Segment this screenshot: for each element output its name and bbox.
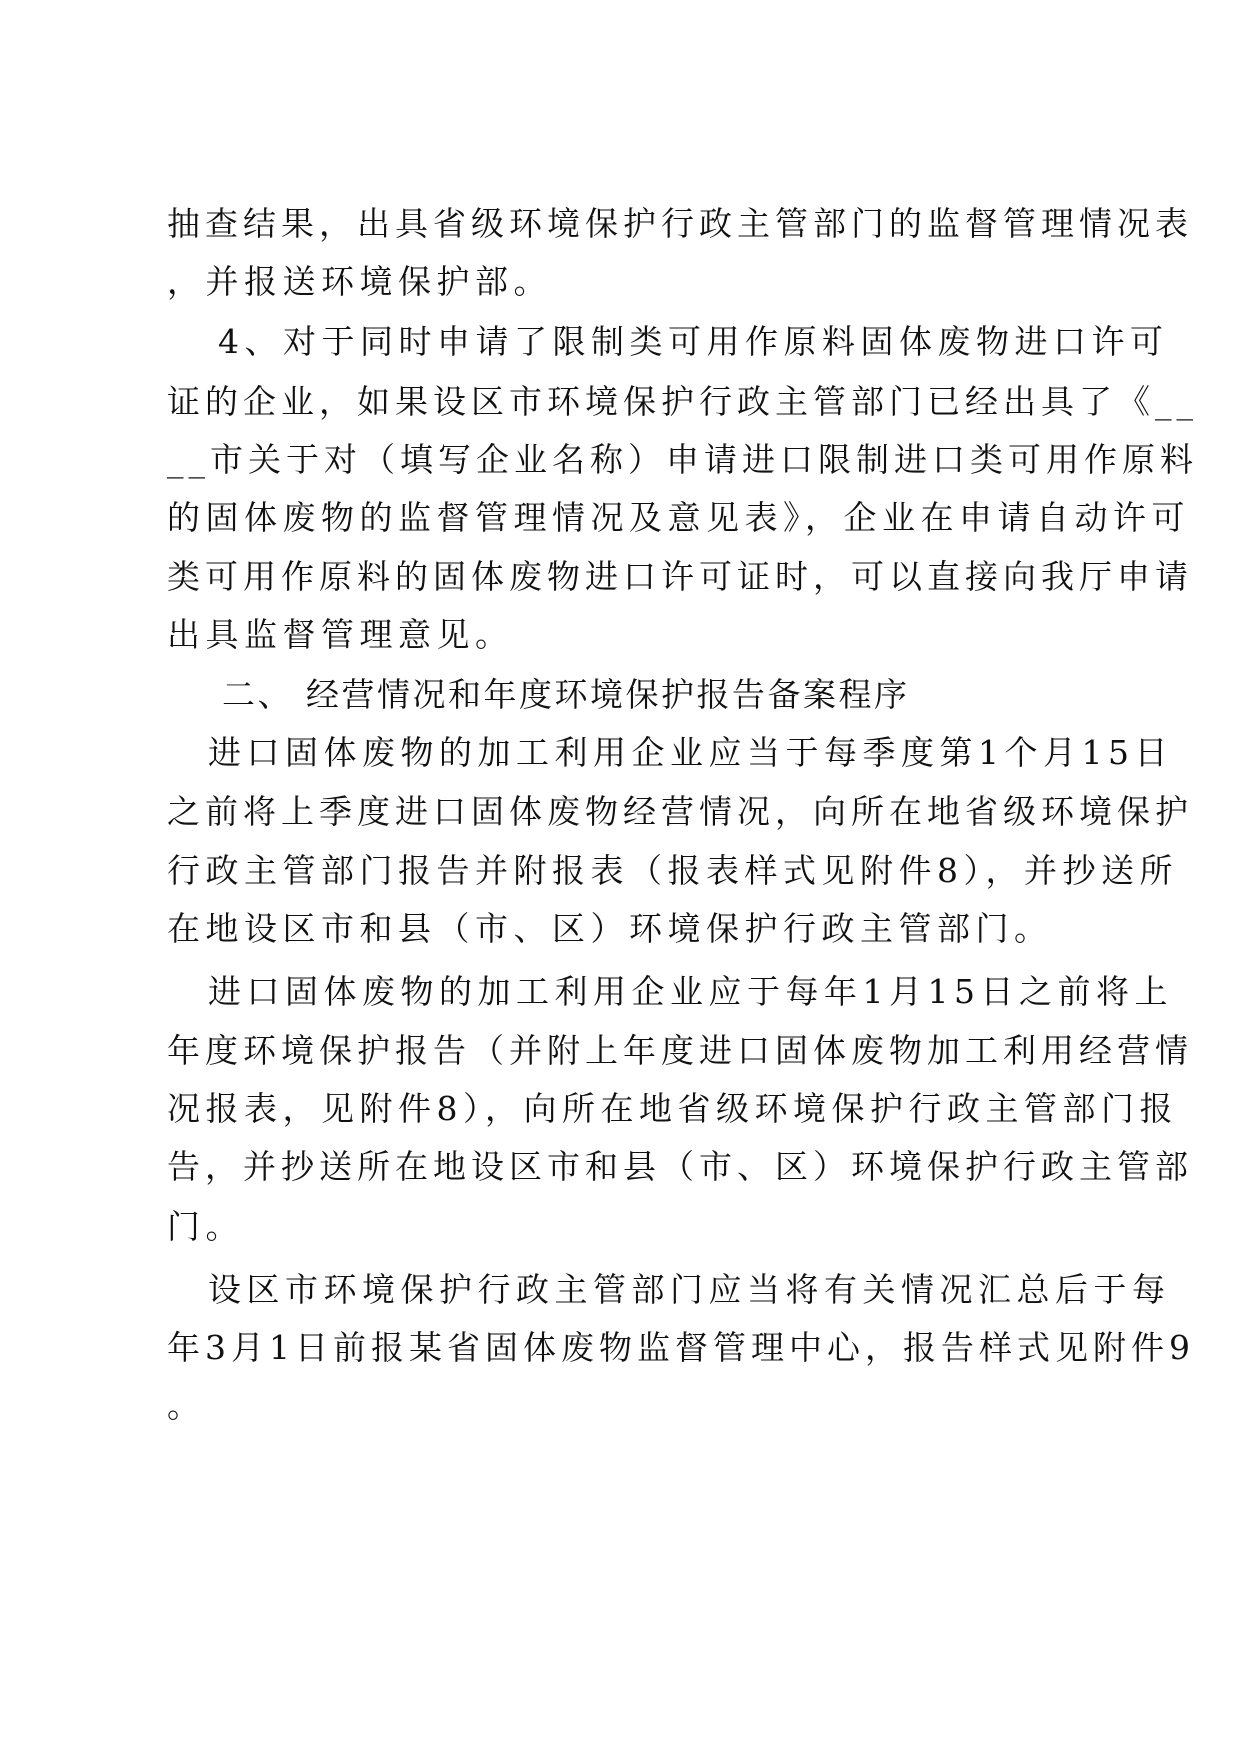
summary-paragraph-line-2: 年3月1日前报某省固体废物监督管理中心，报告样式见附件9 — [167, 1328, 1195, 1367]
summary-paragraph-line-3: 。 — [167, 1386, 206, 1425]
quarterly-paragraph-line-1: 进口固体废物的加工利用企业应当于每季度第1个月15日 — [208, 733, 1173, 772]
item-4-line-6: 出具监督管理意见。 — [167, 615, 514, 654]
item-4-line-5: 类可用作原料的固体废物进口许可证时，可以直接向我厅申请 — [167, 557, 1193, 596]
summary-paragraph-line-1: 设区市环境保护行政主管部门应当将有关情况汇总后于每 — [208, 1270, 1171, 1309]
paragraph-continued-line-1: 抽查结果，出具省级环境保护行政主管部门的监督管理情况表 — [167, 204, 1193, 243]
annual-paragraph-line-3: 况报表，见附件8），向所在地省级环境保护行政主管部门报 — [167, 1089, 1178, 1128]
annual-paragraph-line-2: 年度环境保护报告（并附上年度进口固体废物加工利用经营情 — [167, 1031, 1193, 1070]
item-4-line-3: __市关于对（填写企业名称）申请进口限制进口类可用作原料 — [167, 440, 1198, 479]
section-heading: 二、 经营情况和年度环境保护报告备案程序 — [222, 675, 910, 714]
item-4-line-2: 证的企业，如果设区市环境保护行政主管部门已经出具了《__ — [167, 382, 1198, 421]
annual-paragraph-line-1: 进口固体废物的加工利用企业应于每年1月15日之前将上 — [208, 972, 1173, 1011]
annual-paragraph-line-5: 门。 — [167, 1207, 244, 1246]
annual-paragraph-line-4: 告，并抄送所在地设区市和县（市、区）环境保护行政主管部 — [167, 1147, 1193, 1186]
paragraph-continued-line-2: ，并报送环境保护部。 — [167, 262, 552, 301]
item-4-line-1: 4、对于同时申请了限制类可用作原料固体废物进口许可 — [218, 322, 1169, 361]
quarterly-paragraph-line-2: 之前将上季度进口固体废物经营情况，向所在地省级环境保护 — [167, 792, 1193, 831]
quarterly-paragraph-line-4: 在地设区市和县（市、区）环境保护行政主管部门。 — [167, 909, 1053, 948]
quarterly-paragraph-line-3: 行政主管部门报告并附报表（报表样式见附件8），并抄送所 — [167, 851, 1178, 890]
item-4-line-4: 的固体废物的监督管理情况及意见表》，企业在申请自动许可 — [167, 498, 1190, 537]
